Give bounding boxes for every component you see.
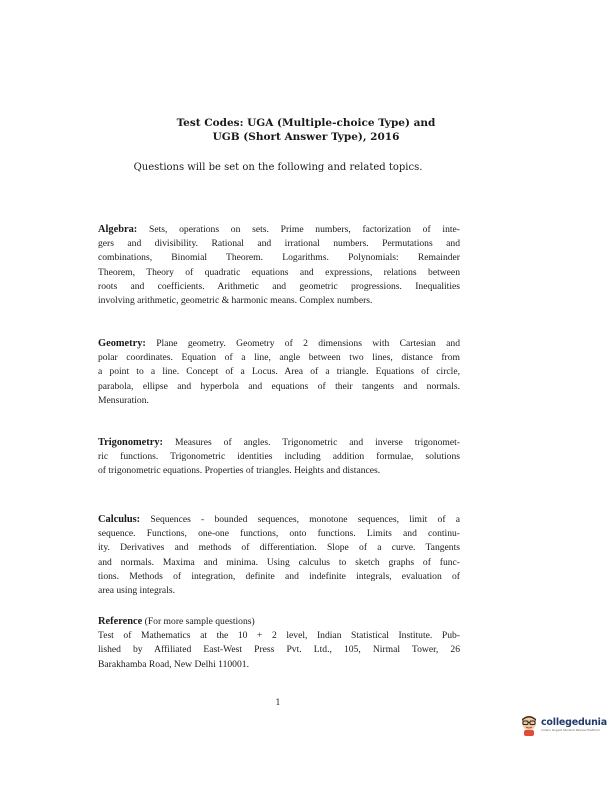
title-line-2: UGB (Short Answer Type), 2016 [212, 131, 400, 143]
algebra-heading: Algebra: [98, 224, 138, 235]
geometry-heading: Geometry: [98, 338, 146, 349]
geometry-line: parabola, ellipse and hyperbola and equations of their tangents and normals. [98, 380, 460, 392]
reference-line: lished by Affiliated East-West Press Pvt. Ltd., 105, Nirmal Tower, 26 [98, 644, 460, 656]
calculus-line: sequence. Functions, one-one functions, onto functions. Limits and continu- [98, 528, 460, 540]
section-trigonometry [98, 436, 460, 479]
logo-tagline: India's largest Student Review Platform [541, 728, 601, 732]
reference-note: (For more sample questions) [142, 616, 255, 627]
geometry-line: polar coordinates. Equation of a line, angle between two lines, distance from [98, 352, 460, 364]
reference-line: Barakhamba Road, New Delhi 110001. [98, 658, 249, 670]
geometry-line: Mensuration. [98, 394, 149, 406]
collegedunia-logo [519, 712, 609, 738]
algebra-line: combinations, Binomial Theorem. Logarithms. Polynomials: Remainder [98, 252, 460, 264]
trigonometry-line: Measures of angles. Trigonometric and inverse trigonomet- [163, 437, 460, 448]
document-subtitle: Questions will be set on the following and related topics. [133, 162, 423, 173]
calculus-line: and normals. Maxima and minima. Using calculus to sketch graphs of func- [98, 556, 460, 568]
trigonometry-heading: Trigonometry: [98, 437, 164, 448]
calculus-line: tions. Methods of integration, definite and indefinite integrals, evaluation of [98, 570, 460, 582]
calculus-heading: Calculus: [98, 514, 141, 525]
algebra-line: involving arithmetic, geometric & harmonic means. Complex numbers. [98, 295, 373, 307]
geometry-line: Plane geometry. Geometry of 2 dimensions with Cartesian and [145, 338, 460, 349]
calculus-line: area using integrals. [98, 585, 175, 597]
reference-line: Test of Mathematics at the 10 + 2 level, Indian Statistical Institute. Pub- [98, 630, 460, 642]
section-calculus [98, 513, 460, 598]
trigonometry-line: of trigonometric equations. Properties of triangles. Heights and distances. [98, 465, 381, 477]
trigonometry-line: ric functions. Trigonometric identities including addition formulae, solutions [98, 451, 460, 463]
document-title [0, 116, 612, 144]
calculus-line: Sequences - bounded sequences, monotone sequences, limit of a [140, 514, 460, 525]
title-line-1: Test Codes: UGA (Multiple-choice Type) and [176, 117, 436, 129]
algebra-line: gers and divisibility. Rational and irrational numbers. Permutations and [98, 238, 460, 250]
logo-name: collegedunia [541, 717, 607, 728]
algebra-line: Sets, operations on sets. Prime numbers, factorization of inte- [137, 224, 460, 235]
calculus-line: ity. Derivatives and methods of differentiation. Slope of a curve. Tangents [98, 542, 460, 554]
geometry-line: a point to a line. Concept of a Locus. Area of a triangle. Equations of circle, [98, 366, 460, 378]
algebra-line: Theorem, Theory of quadratic equations and expressions, relations between [98, 266, 460, 278]
mascot-icon [519, 714, 539, 736]
page-number: 1 [275, 698, 281, 707]
reference-heading: Reference [98, 616, 143, 627]
algebra-line: roots and coefficients. Arithmetic and geometric progressions. Inequalities [98, 280, 460, 292]
section-reference [98, 615, 460, 672]
section-geometry [98, 337, 460, 408]
section-algebra [98, 223, 460, 308]
